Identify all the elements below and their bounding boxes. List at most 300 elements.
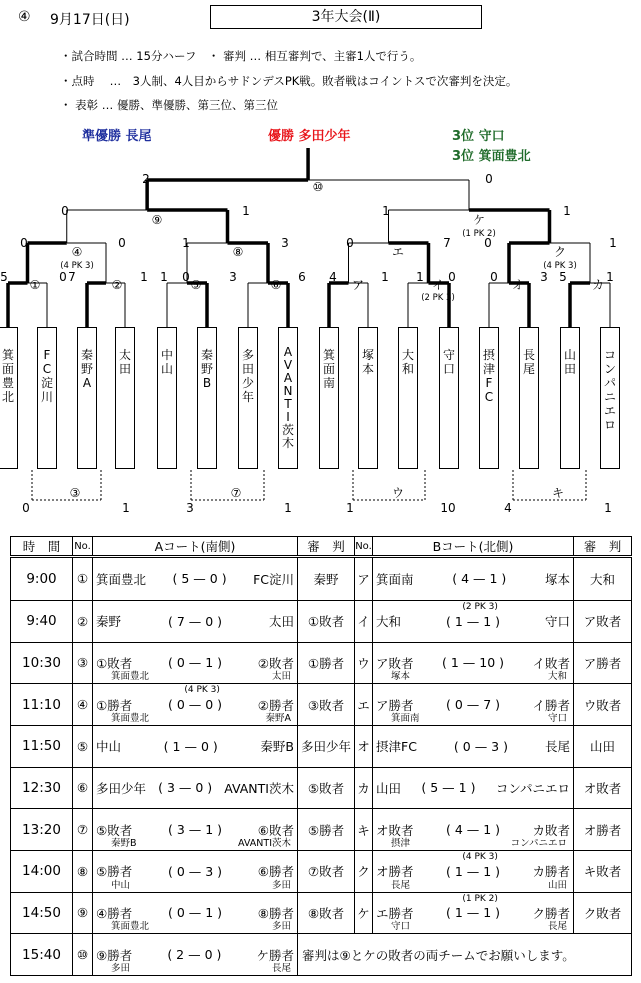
- score: 0: [485, 172, 493, 186]
- match-no-a: ①: [73, 557, 93, 601]
- team-name-char: C: [42, 362, 52, 376]
- score: ( 0 — 3 ): [453, 738, 508, 754]
- score: ( 1 — 1 ): [445, 863, 501, 879]
- team-name-char: 面: [322, 362, 335, 376]
- score: 1: [346, 501, 354, 515]
- table-row: [11, 850, 632, 892]
- referee-a: ⑤敗者: [298, 767, 355, 809]
- match-line: [373, 726, 573, 767]
- score-away: 1: [483, 863, 492, 879]
- match-time: 15:40: [11, 934, 73, 976]
- match-line: [93, 768, 297, 809]
- team-name-char: N: [283, 384, 293, 398]
- match-time: 14:50: [11, 892, 73, 934]
- team-name-char: 本: [361, 362, 374, 376]
- team-name-char: V: [283, 358, 293, 372]
- team-box: [238, 327, 258, 469]
- score: 3: [281, 236, 289, 250]
- referee-a: ③敗者: [298, 684, 355, 726]
- champion-result: 優勝 多田少年: [268, 129, 351, 144]
- team-name-char: ロ: [603, 418, 616, 432]
- rule-tiebreak: ・点時 … 3人制、4人目からサドンデスPK戦。敗者戦はコイントスで次審判を決定。: [60, 74, 518, 88]
- score: 0: [118, 236, 126, 250]
- team-name-char: 南: [322, 376, 335, 390]
- home-team: 山田: [376, 780, 402, 796]
- score: 0: [490, 270, 498, 284]
- team-name-char: エ: [603, 404, 616, 418]
- team-name-char: 田: [241, 362, 254, 376]
- score: 0: [59, 270, 67, 284]
- score: 3: [540, 270, 548, 284]
- team-name-char: I: [286, 410, 290, 424]
- referee-b: 山田: [574, 725, 632, 767]
- match: [373, 643, 573, 684]
- score-away: 10: [479, 655, 496, 671]
- away-team-note: 秦野A: [265, 712, 291, 724]
- away-team-note: 長尾: [271, 963, 291, 974]
- match: [93, 601, 297, 642]
- match-label: ④: [71, 245, 83, 259]
- pk-note: (4 PK 3): [184, 685, 220, 696]
- header-ref-a: 審 判: [298, 537, 355, 557]
- score: 1: [242, 204, 250, 218]
- away-team: イ敗者: [532, 655, 570, 671]
- team-name-char: コ: [603, 348, 616, 362]
- home-team: 摂津FC: [376, 739, 417, 755]
- score: 2: [142, 172, 150, 186]
- team-name-char: 大: [401, 348, 414, 362]
- team-name-char: 和: [401, 362, 414, 376]
- team-name-char: パ: [603, 376, 616, 390]
- match-time: 11:10: [11, 684, 73, 726]
- match-no-a: ⑤: [73, 725, 93, 767]
- score: ( 1 — 1 ): [445, 905, 501, 921]
- home-team: 箕面豊北: [96, 571, 147, 587]
- match-cell: [373, 767, 574, 809]
- referee-b: ウ敗者: [574, 684, 632, 726]
- score: 0: [484, 236, 492, 250]
- score: 0: [22, 501, 30, 515]
- referee-b: オ勝者: [574, 809, 632, 851]
- team-name-char: 少: [241, 376, 254, 390]
- match-line: [93, 601, 297, 642]
- away-team: 塚本: [544, 571, 570, 587]
- referee-b: 大和: [574, 557, 632, 601]
- score: 0: [182, 270, 190, 284]
- score-away: 0: [204, 947, 213, 963]
- home-team: ア勝者: [376, 697, 414, 713]
- score-away: 0: [209, 571, 218, 587]
- score: 1: [284, 501, 292, 515]
- team-name-char: 淀: [40, 376, 53, 390]
- team-name-char: 豊: [1, 376, 14, 390]
- team-name-char: 箕: [322, 348, 335, 362]
- team-box: [398, 327, 418, 469]
- score-home: 1: [454, 613, 463, 629]
- match: [373, 768, 573, 809]
- score-home: 5: [181, 571, 190, 587]
- match-line: [93, 726, 297, 767]
- referee-a: ⑧敗者: [298, 892, 355, 934]
- table-row: [11, 600, 632, 642]
- score-home: 0: [462, 738, 471, 754]
- home-team: ⑨勝者: [96, 947, 133, 963]
- team-name-char: 川: [40, 390, 53, 404]
- team-box: [319, 327, 339, 469]
- home-team-note: 箕面豊北: [111, 712, 150, 724]
- score: ( 3 — 1 ): [167, 822, 223, 838]
- home-team: オ勝者: [376, 864, 414, 880]
- away-team: ⑧勝者: [257, 905, 294, 921]
- table-row: [11, 642, 632, 684]
- score: 1: [604, 501, 612, 515]
- away-team: AVANTI茨木: [224, 780, 294, 796]
- schedule-table: [10, 536, 632, 976]
- table-row: [11, 684, 632, 726]
- match-label: オ: [511, 278, 525, 292]
- home-team-note: 箕面豊北: [111, 921, 150, 933]
- match-time: 11:50: [11, 725, 73, 767]
- header-court-a: Aコート(南側): [93, 537, 298, 557]
- team-box: [278, 327, 298, 469]
- score-home: 4: [461, 571, 470, 587]
- match-no-b: エ: [355, 684, 373, 726]
- match: [93, 851, 297, 892]
- home-team: 中山: [96, 739, 122, 755]
- score: 1: [563, 204, 571, 218]
- score-away: 1: [205, 905, 214, 921]
- score-home: 0: [176, 655, 185, 671]
- score: 0: [20, 236, 28, 250]
- away-team-note: 太田: [271, 671, 291, 683]
- score: 5: [559, 270, 567, 284]
- match-label: ⑥: [270, 278, 282, 292]
- score: ( 4 — 1 ): [452, 571, 507, 587]
- team-name-char: 年: [241, 390, 254, 404]
- team-name-char: T: [284, 397, 292, 411]
- away-team: コンパニエロ: [495, 780, 570, 796]
- score-away: 1: [483, 822, 492, 838]
- third-place-a: 3位 守口: [452, 129, 505, 144]
- match-cell: [373, 600, 574, 642]
- team-name-char: 面: [1, 362, 14, 376]
- score: 1: [609, 236, 617, 250]
- score: 1: [416, 270, 424, 284]
- match: [93, 768, 297, 809]
- team-name-char: 塚: [361, 348, 374, 362]
- match-label: キ: [551, 486, 565, 500]
- match-no-a: ⑥: [73, 767, 93, 809]
- match-cell: [93, 725, 298, 767]
- match-time: 13:20: [11, 809, 73, 851]
- table-row-final: [11, 934, 632, 976]
- home-team: 多田少年: [96, 780, 147, 796]
- match-cell: [373, 725, 574, 767]
- match: [373, 809, 573, 850]
- match-no-a: ⑦: [73, 809, 93, 851]
- home-team-note: 守口: [391, 921, 411, 933]
- score: ( 4 — 1 ): [445, 822, 501, 838]
- away-team-note: AVANTI茨木: [238, 837, 291, 849]
- away-team: ク勝者: [532, 905, 570, 921]
- score: 0: [448, 270, 456, 284]
- match-cell: [373, 892, 574, 934]
- match-no-b: キ: [355, 809, 373, 851]
- match: [373, 893, 573, 934]
- match-no-a: ⑩: [73, 934, 93, 976]
- table-row: [11, 767, 632, 809]
- referee-a: ①勝者: [298, 642, 355, 684]
- match-cell: [93, 557, 298, 601]
- away-team: カ敗者: [532, 822, 570, 838]
- score-home: 0: [176, 863, 185, 879]
- score: 3: [229, 270, 237, 284]
- pk-note: (4 PK 3): [60, 261, 94, 271]
- match-time: 12:30: [11, 767, 73, 809]
- home-team: ①敗者: [96, 655, 133, 671]
- home-team-note: 長尾: [391, 879, 411, 891]
- score: ( 0 — 1 ): [167, 655, 223, 671]
- score-home: 0: [454, 697, 463, 713]
- team-name-char: 多: [241, 348, 254, 362]
- match-cell: [93, 809, 298, 851]
- rule-match-time: ・試合時間 … 15分ハーフ ・ 審判 … 相互審判で、主審1人で行う。: [60, 49, 422, 63]
- team-name-char: 北: [1, 390, 14, 404]
- match-label: エ: [391, 245, 405, 259]
- header-time: 時 間: [11, 537, 73, 557]
- score: 1: [140, 270, 148, 284]
- team-name-char: F: [485, 376, 493, 390]
- team-box: [479, 327, 499, 469]
- match-label: ク: [553, 245, 567, 259]
- home-team: 箕面南: [376, 571, 414, 587]
- away-team-note: 大和: [547, 671, 567, 683]
- rule-awards: ・ 表彰 … 優勝、準優勝、第三位、第三位: [60, 98, 278, 112]
- match: [373, 684, 573, 725]
- score: ( 2 — 0 ): [167, 947, 222, 963]
- team-name-char: A: [283, 371, 293, 385]
- match: [93, 558, 297, 600]
- away-team-note: コンパニエロ: [510, 837, 567, 849]
- team-box: [0, 327, 18, 469]
- score-away: 1: [489, 571, 498, 587]
- score-away: 1: [205, 655, 214, 671]
- match-cell: [93, 934, 298, 976]
- referee-b: キ敗者: [574, 850, 632, 892]
- team-name-char: 秦: [80, 348, 93, 362]
- team-name-char: 箕: [1, 348, 14, 362]
- score: 7: [68, 270, 76, 284]
- header-no-a: No.: [73, 537, 93, 557]
- home-team-note: 中山: [111, 879, 131, 891]
- away-team: 長尾: [544, 739, 570, 755]
- home-team: ⑤勝者: [96, 864, 133, 880]
- team-box: [157, 327, 177, 469]
- team-box: [197, 327, 217, 469]
- match-no-b: イ: [355, 600, 373, 642]
- event-title: 3年大会(Ⅱ): [210, 5, 482, 29]
- home-team: 秦野: [96, 614, 122, 630]
- team-name-char: 長: [522, 348, 535, 362]
- team-name-char: 田: [563, 362, 576, 376]
- team-box: [37, 327, 57, 469]
- match: [373, 726, 573, 767]
- score-away: 1: [483, 905, 492, 921]
- score-away: 3: [205, 863, 214, 879]
- match-label: ③: [69, 486, 81, 500]
- score: ( 3 — 0 ): [158, 780, 213, 796]
- score: ( 0 — 3 ): [167, 863, 223, 879]
- score-home: 3: [166, 780, 175, 796]
- match-line: [373, 768, 573, 809]
- team-box: [439, 327, 459, 469]
- score: 1: [606, 270, 614, 284]
- match-cell: [93, 600, 298, 642]
- team-name-char: 守: [442, 348, 455, 362]
- match-no-a: ⑨: [73, 892, 93, 934]
- referee-a: ①敗者: [298, 600, 355, 642]
- pk-note: (4 PK 3): [543, 261, 577, 271]
- home-team: エ勝者: [376, 905, 414, 921]
- match-no-a: ③: [73, 642, 93, 684]
- match: [93, 809, 297, 850]
- home-team: ①勝者: [96, 697, 133, 713]
- header-court-b: Bコート(北側): [373, 537, 574, 557]
- away-team: 太田: [268, 614, 294, 630]
- score-home: 3: [176, 822, 185, 838]
- match-cell: [373, 809, 574, 851]
- score-away: 0: [200, 738, 209, 754]
- match: [93, 726, 297, 767]
- score-away: 1: [458, 780, 467, 796]
- team-name-char: 尾: [522, 362, 535, 376]
- header-ref-b: 審 判: [574, 537, 632, 557]
- team-name-char: 田: [118, 362, 131, 376]
- score: 4: [504, 501, 512, 515]
- home-team-note: 箕面豊北: [111, 671, 150, 683]
- home-team-note: 塚本: [391, 671, 411, 683]
- score-home: 1: [172, 738, 181, 754]
- team-name-char: ン: [603, 362, 616, 376]
- team-name-char: 山: [563, 348, 576, 362]
- score-home: 5: [430, 780, 439, 796]
- event-date: 9月17日(日): [50, 12, 130, 28]
- away-team-note: 守口: [547, 712, 567, 724]
- match-label: ⑤: [190, 278, 202, 292]
- away-team: カ勝者: [532, 864, 570, 880]
- match: [93, 893, 297, 934]
- pk-note: (1 PK 2): [462, 893, 498, 904]
- match-no-a: ④: [73, 684, 93, 726]
- match-label: ②: [111, 278, 123, 292]
- home-team: ⑤敗者: [96, 822, 133, 838]
- away-team: ②勝者: [257, 697, 294, 713]
- table-row: [11, 892, 632, 934]
- table-row: [11, 557, 632, 601]
- match-cell: [93, 767, 298, 809]
- match-no-b: ケ: [355, 892, 373, 934]
- match-time: 9:40: [11, 600, 73, 642]
- team-box: [358, 327, 378, 469]
- home-team-note: 箕面南: [391, 712, 420, 724]
- match-label: ⑩: [312, 180, 324, 194]
- runner-up-result: 準優勝 長尾: [82, 129, 152, 144]
- score-away: 7: [483, 697, 492, 713]
- table-row: [11, 725, 632, 767]
- score: 1: [160, 270, 168, 284]
- away-team-note: 長尾: [547, 921, 567, 933]
- match-time: 10:30: [11, 642, 73, 684]
- referee-a: ⑤勝者: [298, 809, 355, 851]
- score: 7: [443, 236, 451, 250]
- score-home: 0: [176, 905, 185, 921]
- team-name-char: F: [43, 348, 51, 362]
- score-home: 2: [176, 947, 185, 963]
- score-away: 1: [205, 822, 214, 838]
- team-name-char: 木: [281, 436, 294, 450]
- referee-b: ク敗者: [574, 892, 632, 934]
- match-cell: [373, 557, 574, 601]
- team-name-char: 茨: [281, 423, 294, 437]
- away-team: 秦野B: [260, 739, 294, 755]
- score-away: 0: [195, 780, 204, 796]
- home-team: 大和: [376, 614, 402, 630]
- match-cell: [93, 642, 298, 684]
- match-label: ア: [351, 278, 365, 292]
- team-name-char: 津: [482, 362, 495, 376]
- team-name-char: ニ: [603, 390, 616, 404]
- match-cell: [93, 850, 298, 892]
- pk-note: (4 PK 3): [462, 851, 498, 862]
- home-team: ア敗者: [376, 655, 414, 671]
- team-name-char: 山: [160, 362, 173, 376]
- score-away: 0: [205, 613, 214, 629]
- referee-b: オ敗者: [574, 767, 632, 809]
- match-label: ケ: [472, 213, 486, 227]
- match-time: 14:00: [11, 850, 73, 892]
- score: 5: [0, 270, 8, 284]
- score: ( 7 — 0 ): [167, 613, 223, 629]
- score: 1: [182, 236, 190, 250]
- team-name-char: 中: [160, 348, 173, 362]
- score: 6: [298, 270, 306, 284]
- match-label: ①: [29, 278, 41, 292]
- match-label: カ: [591, 278, 605, 292]
- home-team: オ敗者: [376, 822, 414, 838]
- team-box: [77, 327, 97, 469]
- score: ( 0 — 1 ): [167, 905, 223, 921]
- away-team: イ勝者: [532, 697, 570, 713]
- pk-note: (1 PK 2): [462, 229, 496, 239]
- match-no-b: オ: [355, 725, 373, 767]
- score: 3: [186, 501, 194, 515]
- match-cell: [373, 684, 574, 726]
- score-home: 0: [176, 697, 185, 713]
- home-team: ④勝者: [96, 905, 133, 921]
- referee-note: 審判は⑨とケの敗者の両チームでお願いします。: [298, 934, 632, 976]
- score: 1: [381, 270, 389, 284]
- match-line: [93, 558, 297, 600]
- score: ( 0 — 0 ): [167, 697, 223, 713]
- score-home: 7: [176, 613, 185, 629]
- team-box: [519, 327, 539, 469]
- score-home: 1: [454, 905, 463, 921]
- match-no-a: ②: [73, 600, 93, 642]
- score: 0: [346, 236, 354, 250]
- match-time: 9:00: [11, 557, 73, 601]
- score: ( 1 — 1 ): [445, 613, 501, 629]
- match-line: [373, 558, 573, 600]
